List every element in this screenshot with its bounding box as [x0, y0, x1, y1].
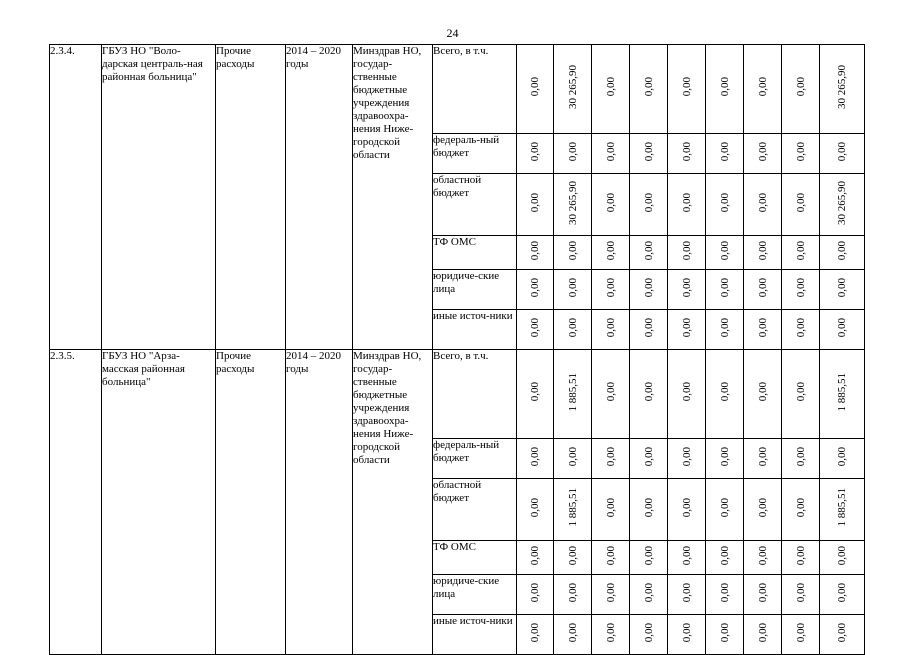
value-text: 0,00	[529, 240, 541, 261]
value-text: 0,00	[566, 446, 579, 467]
value-text: 30 265,90	[566, 65, 579, 109]
value-cell	[782, 439, 820, 479]
value-text: 0,00	[836, 277, 848, 298]
value-text: 0,00	[642, 582, 655, 603]
value-cell	[782, 45, 820, 134]
expense-type: Прочие расходы	[216, 45, 286, 350]
value-text: 0,00	[680, 141, 693, 162]
value-text: 0,00	[794, 446, 807, 467]
value-text: 0,00	[718, 141, 731, 162]
value-text: 0,00	[756, 545, 769, 566]
value-cell	[706, 541, 744, 575]
value-text: 1 885,51	[836, 372, 848, 412]
value-text: 0,00	[756, 317, 769, 338]
value-text: 0,00	[794, 277, 807, 298]
value-text: 0,00	[529, 141, 541, 162]
value-cell	[820, 541, 865, 575]
value-cell	[630, 575, 668, 615]
funding-source: ТФ ОМС	[433, 236, 517, 270]
value-text: 0,00	[642, 277, 655, 298]
value-cell	[630, 615, 668, 655]
value-text: 0,00	[718, 277, 731, 298]
value-cell	[517, 615, 554, 655]
value-cell	[744, 541, 782, 575]
value-text: 0,00	[604, 317, 617, 338]
value-cell	[517, 575, 554, 615]
value-cell	[592, 174, 630, 236]
value-text: 0,00	[756, 497, 769, 518]
value-cell	[820, 134, 865, 174]
value-text: 0,00	[529, 446, 541, 467]
value-cell	[517, 174, 554, 236]
value-text: 0,00	[680, 192, 693, 213]
value-cell	[517, 45, 554, 134]
value-text: 0,00	[756, 77, 769, 97]
value-cell	[630, 439, 668, 479]
value-cell	[630, 174, 668, 236]
value-cell	[592, 615, 630, 655]
value-text: 0,00	[794, 622, 807, 643]
value-cell	[554, 134, 592, 174]
value-text: 0,00	[604, 192, 617, 213]
value-cell	[706, 45, 744, 134]
value-cell	[592, 541, 630, 575]
value-text: 0,00	[718, 497, 731, 518]
value-text: 30 265,90	[566, 180, 579, 225]
value-cell	[782, 174, 820, 236]
value-cell	[744, 439, 782, 479]
value-cell	[517, 479, 554, 541]
value-text: 0,00	[680, 317, 693, 338]
value-text: 0,00	[604, 446, 617, 467]
value-text: 0,00	[604, 382, 617, 402]
value-cell	[782, 350, 820, 439]
value-cell	[706, 310, 744, 350]
row-number: 2.3.4.	[50, 45, 102, 350]
value-cell	[592, 350, 630, 439]
value-text: 0,00	[566, 582, 579, 603]
funding-source: иные источ-ники	[433, 310, 517, 350]
row-number: 2.3.5.	[50, 350, 102, 655]
value-text: 0,00	[836, 545, 848, 566]
value-text: 0,00	[756, 582, 769, 603]
value-cell	[744, 350, 782, 439]
value-cell	[744, 615, 782, 655]
value-text: 0,00	[529, 382, 541, 402]
value-text: 0,00	[836, 582, 848, 603]
value-text: 0,00	[604, 497, 617, 518]
value-cell	[820, 310, 865, 350]
executor: Минздрав НО, государ-ственные бюджетные учреждения здравоохра-нения Ниже-городской области	[353, 350, 433, 655]
value-text: 0,00	[642, 77, 655, 97]
value-text: 0,00	[604, 277, 617, 298]
value-text: 0,00	[566, 240, 579, 261]
value-cell	[706, 350, 744, 439]
expense-type: Прочие расходы	[216, 350, 286, 655]
value-cell	[517, 134, 554, 174]
value-text: 1 885,51	[566, 488, 579, 527]
value-cell	[554, 45, 592, 134]
value-cell	[630, 479, 668, 541]
value-cell	[592, 134, 630, 174]
value-cell	[782, 310, 820, 350]
value-cell	[592, 236, 630, 270]
executor: Минздрав НО, государ-ственные бюджетные учреждения здравоохра-нения Ниже-городской области	[353, 45, 433, 350]
value-cell	[706, 439, 744, 479]
value-text: 0,00	[566, 622, 579, 643]
value-text: 0,00	[718, 446, 731, 467]
value-cell	[782, 134, 820, 174]
value-text: 0,00	[756, 192, 769, 213]
value-cell	[706, 174, 744, 236]
value-text: 0,00	[642, 317, 655, 338]
value-cell	[820, 236, 865, 270]
value-text: 0,00	[529, 497, 541, 518]
value-text: 0,00	[642, 545, 655, 566]
value-text: 0,00	[529, 277, 541, 298]
value-cell	[630, 270, 668, 310]
institution-name: ГБУЗ НО "Воло-дарская централь-ная районная больница"	[102, 45, 216, 350]
value-cell	[782, 541, 820, 575]
page-number: 24	[446, 26, 459, 40]
value-text: 0,00	[794, 240, 807, 261]
value-text: 0,00	[794, 192, 807, 213]
value-cell	[630, 236, 668, 270]
value-cell	[592, 310, 630, 350]
value-text: 0,00	[794, 582, 807, 603]
value-cell	[554, 615, 592, 655]
funding-source: ТФ ОМС	[433, 541, 517, 575]
value-cell	[744, 575, 782, 615]
value-text: 0,00	[756, 622, 769, 643]
value-cell	[706, 479, 744, 541]
value-text: 30 265,90	[836, 180, 848, 225]
value-cell	[630, 541, 668, 575]
value-cell	[744, 174, 782, 236]
value-text: 0,00	[718, 317, 731, 338]
value-cell	[554, 310, 592, 350]
value-cell	[706, 236, 744, 270]
value-text: 0,00	[680, 622, 693, 643]
value-text: 0,00	[794, 545, 807, 566]
value-cell	[517, 270, 554, 310]
value-cell	[630, 310, 668, 350]
value-text: 0,00	[756, 446, 769, 467]
value-text: 0,00	[680, 497, 693, 518]
value-text: 0,00	[642, 622, 655, 643]
value-text: 0,00	[642, 446, 655, 467]
value-cell	[517, 439, 554, 479]
value-cell	[630, 350, 668, 439]
value-cell	[554, 236, 592, 270]
value-cell	[706, 270, 744, 310]
value-text: 1 885,51	[836, 488, 848, 527]
value-text: 0,00	[642, 192, 655, 213]
value-text: 0,00	[756, 240, 769, 261]
value-cell	[820, 350, 865, 439]
period: 2014 – 2020 годы	[286, 350, 353, 655]
value-cell	[592, 270, 630, 310]
value-cell	[706, 134, 744, 174]
value-text: 0,00	[680, 77, 693, 97]
funding-source: федераль-ный бюджет	[433, 439, 517, 479]
table-row	[50, 45, 865, 134]
funding-source: юридиче-ские лица	[433, 270, 517, 310]
value-cell	[668, 310, 706, 350]
value-cell	[820, 439, 865, 479]
value-text: 0,00	[756, 382, 769, 402]
value-cell	[744, 270, 782, 310]
value-text: 0,00	[529, 582, 541, 603]
value-cell	[706, 615, 744, 655]
value-cell	[554, 541, 592, 575]
value-text: 0,00	[604, 240, 617, 261]
value-cell	[630, 134, 668, 174]
value-text: 0,00	[794, 77, 807, 97]
value-cell	[517, 310, 554, 350]
value-text: 0,00	[529, 545, 541, 566]
value-text: 0,00	[718, 545, 731, 566]
institution-name: ГБУЗ НО "Арза-масская районная больница"	[102, 350, 216, 655]
value-text: 0,00	[680, 446, 693, 467]
value-text: 0,00	[836, 141, 848, 162]
value-text: 0,00	[680, 582, 693, 603]
value-text: 0,00	[604, 141, 617, 162]
value-text: 0,00	[718, 77, 731, 97]
funding-source: федераль-ный бюджет	[433, 134, 517, 174]
value-cell	[592, 45, 630, 134]
value-cell	[668, 350, 706, 439]
value-cell	[782, 236, 820, 270]
value-text: 0,00	[642, 240, 655, 261]
value-text: 0,00	[604, 582, 617, 603]
value-cell	[782, 270, 820, 310]
value-text: 0,00	[566, 317, 579, 338]
value-cell	[706, 575, 744, 615]
value-text: 0,00	[642, 382, 655, 402]
value-text: 0,00	[718, 582, 731, 603]
value-text: 0,00	[836, 446, 848, 467]
funding-source: областной бюджет	[433, 174, 517, 236]
value-cell	[554, 479, 592, 541]
value-cell	[668, 541, 706, 575]
value-cell	[820, 270, 865, 310]
value-cell	[554, 174, 592, 236]
value-cell	[782, 479, 820, 541]
value-cell	[554, 270, 592, 310]
value-cell	[592, 479, 630, 541]
value-cell	[668, 479, 706, 541]
value-cell	[820, 479, 865, 541]
value-cell	[517, 541, 554, 575]
value-cell	[592, 439, 630, 479]
value-text: 0,00	[836, 622, 848, 643]
value-cell	[744, 479, 782, 541]
budget-table	[49, 44, 865, 655]
value-cell	[744, 134, 782, 174]
value-text: 0,00	[718, 382, 731, 402]
period: 2014 – 2020 годы	[286, 45, 353, 350]
value-text: 0,00	[794, 497, 807, 518]
value-cell	[668, 270, 706, 310]
value-text: 0,00	[604, 77, 617, 97]
funding-source: юридиче-ские лица	[433, 575, 517, 615]
value-cell	[782, 575, 820, 615]
value-text: 0,00	[680, 240, 693, 261]
value-text: 0,00	[566, 545, 579, 566]
funding-source: областной бюджет	[433, 479, 517, 541]
value-text: 0,00	[718, 622, 731, 643]
value-text: 0,00	[836, 240, 848, 261]
value-text: 0,00	[680, 545, 693, 566]
value-text: 1 885,51	[566, 372, 579, 412]
funding-source: Всего, в т.ч.	[433, 45, 517, 134]
value-text: 0,00	[794, 141, 807, 162]
value-text: 0,00	[642, 497, 655, 518]
value-cell	[744, 45, 782, 134]
value-text: 0,00	[529, 192, 541, 213]
value-cell	[668, 174, 706, 236]
value-text: 30 265,90	[836, 65, 848, 109]
value-cell	[668, 439, 706, 479]
value-text: 0,00	[642, 141, 655, 162]
value-cell	[820, 615, 865, 655]
value-text: 0,00	[604, 622, 617, 643]
value-text: 0,00	[529, 622, 541, 643]
value-text: 0,00	[566, 141, 579, 162]
value-cell	[820, 174, 865, 236]
value-cell	[668, 236, 706, 270]
value-text: 0,00	[566, 277, 579, 298]
value-cell	[554, 350, 592, 439]
value-text: 0,00	[836, 317, 848, 338]
value-text: 0,00	[529, 317, 541, 338]
value-text: 0,00	[794, 382, 807, 402]
value-cell	[668, 134, 706, 174]
funding-source: иные источ-ники	[433, 615, 517, 655]
value-cell	[820, 575, 865, 615]
value-text: 0,00	[680, 277, 693, 298]
value-cell	[592, 575, 630, 615]
value-text: 0,00	[794, 317, 807, 338]
value-cell	[820, 45, 865, 134]
value-text: 0,00	[718, 192, 731, 213]
value-text: 0,00	[756, 141, 769, 162]
table-row	[50, 350, 865, 439]
value-cell	[630, 45, 668, 134]
value-text: 0,00	[718, 240, 731, 261]
budget-table-body	[50, 45, 865, 655]
funding-source: Всего, в т.ч.	[433, 350, 517, 439]
value-cell	[554, 439, 592, 479]
value-cell	[668, 45, 706, 134]
value-cell	[554, 575, 592, 615]
value-cell	[782, 615, 820, 655]
value-cell	[744, 310, 782, 350]
value-text: 0,00	[756, 277, 769, 298]
value-cell	[744, 236, 782, 270]
value-text: 0,00	[680, 382, 693, 402]
value-cell	[668, 615, 706, 655]
value-text: 0,00	[529, 77, 541, 97]
value-cell	[517, 350, 554, 439]
value-cell	[668, 575, 706, 615]
value-text: 0,00	[604, 545, 617, 566]
value-cell	[517, 236, 554, 270]
